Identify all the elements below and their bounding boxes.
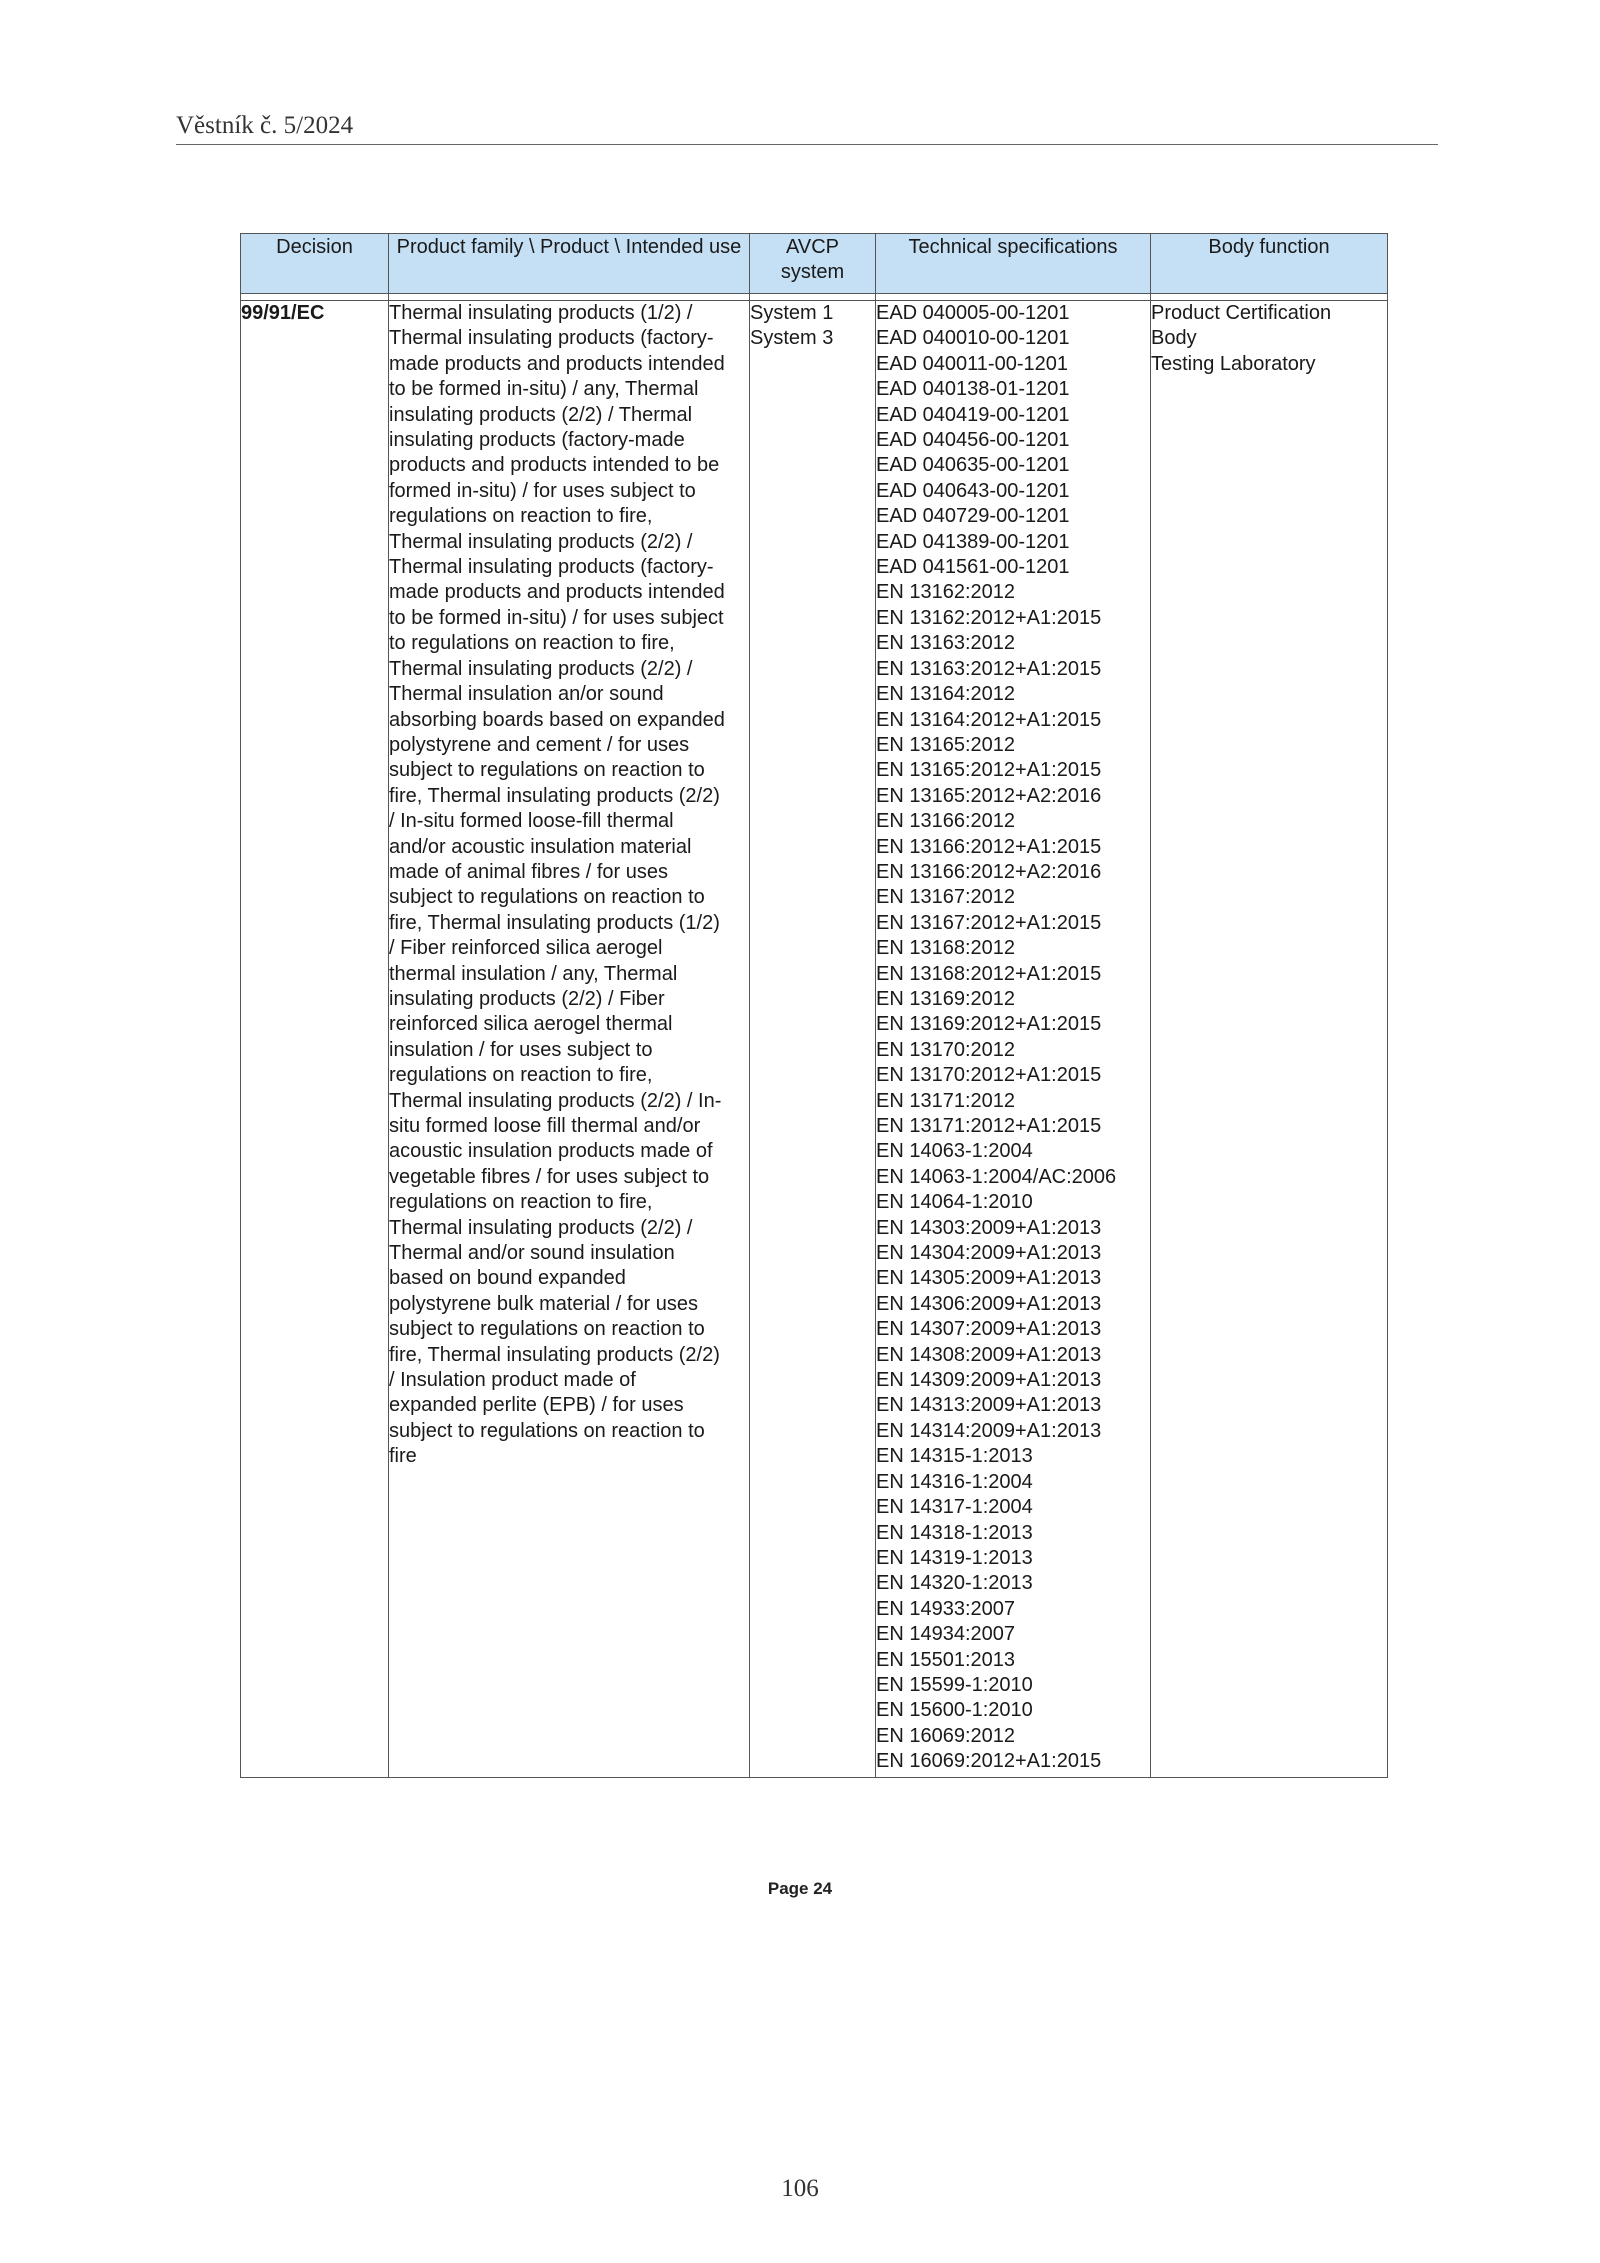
technical-specification-item: EAD 040011-00-1201 [876, 352, 1068, 375]
technical-specification-item: EN 14309:2009+A1:2013 [876, 1369, 1102, 1392]
technical-specification-item: EN 14319-1:2013 [876, 1546, 1033, 1569]
technical-specification-item: EN 13169:2012+A1:2015 [876, 1013, 1102, 1036]
product-text-line: and/or acoustic insulation material [389, 835, 692, 858]
product-text-line: Thermal insulation an/or sound [389, 683, 664, 706]
product-text-line: / Insulation product made of [389, 1369, 636, 1392]
table-row [241, 301, 1388, 1778]
product-text-line: made of animal fibres / for uses [389, 860, 669, 883]
product-text-line: fire, Thermal insulating products (2/2) [389, 784, 720, 807]
product-text-line: Thermal insulating products (2/2) / [389, 657, 693, 680]
body-function-item: Testing Laboratory [1151, 352, 1316, 375]
technical-specification-item: EN 14305:2009+A1:2013 [876, 1267, 1102, 1290]
technical-specification-item: EAD 040138-01-1201 [876, 378, 1070, 401]
running-header: Věstník č. 5/2024 [176, 112, 1438, 145]
product-text-line: formed in-situ) / for uses subject to [389, 479, 696, 502]
product-text-line: subject to regulations on reaction to [389, 759, 705, 782]
technical-specification-item: EN 14315-1:2013 [876, 1445, 1033, 1468]
product-text-line: regulations on reaction to fire, [389, 1064, 653, 1087]
technical-specification-item: EN 13162:2012 [876, 581, 1016, 604]
technical-specification-item: EN 13162:2012+A1:2015 [876, 606, 1102, 629]
product-text-line: Thermal insulating products (2/2) / [389, 530, 693, 553]
technical-specification-item: EN 13164:2012+A1:2015 [876, 708, 1102, 731]
product-text-line: vegetable fibres / for uses subject to [389, 1165, 710, 1188]
table-header-row [241, 234, 1388, 294]
technical-specification-item: EN 13164:2012 [876, 683, 1016, 706]
technical-specification-item: EN 13171:2012+A1:2015 [876, 1115, 1102, 1137]
product-text-line: made products and products intended [389, 581, 725, 604]
product-text-line: expanded perlite (EPB) / for uses [389, 1394, 684, 1417]
technical-specification-item: EN 13171:2012 [876, 1089, 1016, 1112]
column-header-technical-specifications: Technical specifications [876, 234, 1151, 294]
product-text-line: / In-situ formed loose-fill thermal [389, 810, 674, 833]
technical-specification-item: EAD 040005-00-1201 [876, 302, 1070, 324]
technical-specification-item: EN 14303:2009+A1:2013 [876, 1216, 1102, 1239]
product-text-line: situ formed loose fill thermal and/or [389, 1115, 701, 1137]
technical-specification-item: EAD 041389-00-1201 [876, 530, 1070, 553]
product-text-line: Thermal insulating products (2/2) / In- [389, 1089, 722, 1112]
product-text-line: insulating products (2/2) / Thermal [389, 403, 693, 426]
technical-specification-item: EAD 040635-00-1201 [876, 454, 1070, 477]
technical-specification-item: EN 14318-1:2013 [876, 1521, 1033, 1544]
header-spacer-row [241, 294, 1388, 301]
product-text-line: to be formed in-situ) / for uses subject [389, 606, 724, 629]
body-function-item: Product Certification [1151, 302, 1332, 324]
product-text-line: products and products intended to be [389, 454, 720, 477]
product-text-line: made products and products intended [389, 352, 725, 375]
product-text-line: insulating products (2/2) / Fiber [389, 987, 665, 1010]
product-text-line: absorbing boards based on expanded [389, 708, 725, 731]
product-text-line: to regulations on reaction to fire, [389, 632, 675, 655]
technical-specification-item: EN 13163:2012 [876, 632, 1016, 655]
technical-specification-item: EN 14306:2009+A1:2013 [876, 1292, 1102, 1315]
product-text-line: polystyrene and cement / for uses [389, 733, 690, 756]
technical-specification-item: EN 13163:2012+A1:2015 [876, 657, 1102, 680]
technical-specification-item: EN 14316-1:2004 [876, 1470, 1033, 1493]
technical-specification-item: EN 13165:2012+A2:2016 [876, 784, 1102, 807]
technical-specification-item: EN 14063-1:2004 [876, 1140, 1033, 1163]
product-text-line: fire [389, 1445, 417, 1468]
technical-specification-item: EN 13170:2012+A1:2015 [876, 1064, 1102, 1087]
technical-specification-item: EN 14063-1:2004/AC:2006 [876, 1165, 1117, 1188]
product-text-line: Thermal insulating products (factory- [389, 556, 714, 579]
technical-specification-item: EAD 040643-00-1201 [876, 479, 1070, 502]
technical-specification-item: EN 14933:2007 [876, 1597, 1016, 1620]
technical-specification-item: EN 14308:2009+A1:2013 [876, 1343, 1102, 1366]
column-header-body-function: Body function [1151, 234, 1388, 294]
product-text-line: Thermal and/or sound insulation [389, 1242, 675, 1265]
technical-specification-item: EN 13168:2012 [876, 937, 1016, 960]
body-function-item: Body [1151, 327, 1197, 350]
technical-specification-item: EAD 040456-00-1201 [876, 429, 1070, 452]
technical-specification-item: EN 16069:2012 [876, 1724, 1016, 1747]
page-number: 106 [781, 2175, 819, 2202]
technical-specification-item: EN 14314:2009+A1:2013 [876, 1419, 1102, 1442]
product-text-line: fire, Thermal insulating products (1/2) [389, 911, 720, 934]
technical-specification-item: EAD 041561-00-1201 [876, 556, 1070, 579]
product-text-line: Thermal insulating products (1/2) / [389, 302, 693, 324]
technical-specification-item: EN 14313:2009+A1:2013 [876, 1394, 1102, 1417]
product-text-line: based on bound expanded [389, 1267, 626, 1290]
technical-specification-item: EN 13165:2012 [876, 733, 1016, 756]
technical-specification-item: EN 14320-1:2013 [876, 1572, 1033, 1595]
product-text-line: Thermal insulating products (2/2) / [389, 1216, 693, 1239]
technical-specification-item: EN 14064-1:2010 [876, 1191, 1033, 1214]
technical-specification-item: EN 14317-1:2004 [876, 1496, 1033, 1519]
product-cell [389, 301, 750, 1778]
technical-specification-item: EN 15600-1:2010 [876, 1699, 1033, 1722]
product-text-line: Thermal insulating products (factory- [389, 327, 714, 350]
product-text-line: subject to regulations on reaction to [389, 886, 705, 909]
body-function-cell [1151, 301, 1388, 1778]
technical-specification-item: EN 13165:2012+A1:2015 [876, 759, 1102, 782]
technical-specifications-cell [876, 301, 1151, 1778]
technical-specification-item: EN 13167:2012+A1:2015 [876, 911, 1102, 934]
decision-cell: 99/91/EC [241, 301, 389, 1778]
product-text-line: to be formed in-situ) / any, Thermal [389, 378, 699, 401]
product-text-line: insulating products (factory-made [389, 429, 685, 452]
product-text-line: polystyrene bulk material / for uses [389, 1292, 699, 1315]
technical-specification-item: EN 13166:2012+A1:2015 [876, 835, 1102, 858]
product-text-line: reinforced silica aerogel thermal [389, 1013, 673, 1036]
product-text-line: / Fiber reinforced silica aerogel [389, 937, 663, 960]
specifications-table [240, 233, 1388, 1778]
avcp-system-item: System 1 [750, 302, 834, 324]
column-header-product: Product family \ Product \ Intended use [389, 234, 750, 294]
technical-specification-item: EN 14934:2007 [876, 1623, 1016, 1646]
column-header-decision: Decision [241, 234, 389, 294]
page-label: Page 24 [767, 1879, 833, 1898]
technical-specification-item: EN 13166:2012+A2:2016 [876, 860, 1102, 883]
product-text-line: insulation / for uses subject to [389, 1038, 653, 1061]
technical-specification-item: EN 14307:2009+A1:2013 [876, 1318, 1102, 1341]
technical-specification-item: EN 13166:2012 [876, 810, 1016, 833]
product-text-line: subject to regulations on reaction to [389, 1419, 705, 1442]
technical-specification-item: EN 13167:2012 [876, 886, 1016, 909]
avcp-system-item: System 3 [750, 327, 834, 350]
technical-specification-item: EAD 040419-00-1201 [876, 403, 1070, 426]
technical-specification-item: EN 13169:2012 [876, 987, 1016, 1010]
product-text-line: acoustic insulation products made of [389, 1140, 713, 1163]
column-header-avcp: AVCP system [750, 234, 876, 294]
technical-specification-item: EAD 040010-00-1201 [876, 327, 1070, 350]
technical-specification-item: EN 15501:2013 [876, 1648, 1016, 1671]
technical-specification-item: EN 15599-1:2010 [876, 1673, 1033, 1696]
technical-specification-item: EAD 040729-00-1201 [876, 505, 1070, 528]
technical-specification-item: EN 13170:2012 [876, 1038, 1016, 1061]
technical-specification-item: EN 13168:2012+A1:2015 [876, 962, 1102, 985]
product-text-line: regulations on reaction to fire, [389, 1191, 653, 1214]
avcp-cell [750, 301, 876, 1778]
product-text-line: regulations on reaction to fire, [389, 505, 653, 528]
product-text-line: thermal insulation / any, Thermal [389, 962, 678, 985]
technical-specification-item: EN 16069:2012+A1:2015 [876, 1750, 1102, 1773]
product-text-line: subject to regulations on reaction to [389, 1318, 705, 1341]
technical-specification-item: EN 14304:2009+A1:2013 [876, 1242, 1102, 1265]
product-text-line: fire, Thermal insulating products (2/2) [389, 1343, 720, 1366]
